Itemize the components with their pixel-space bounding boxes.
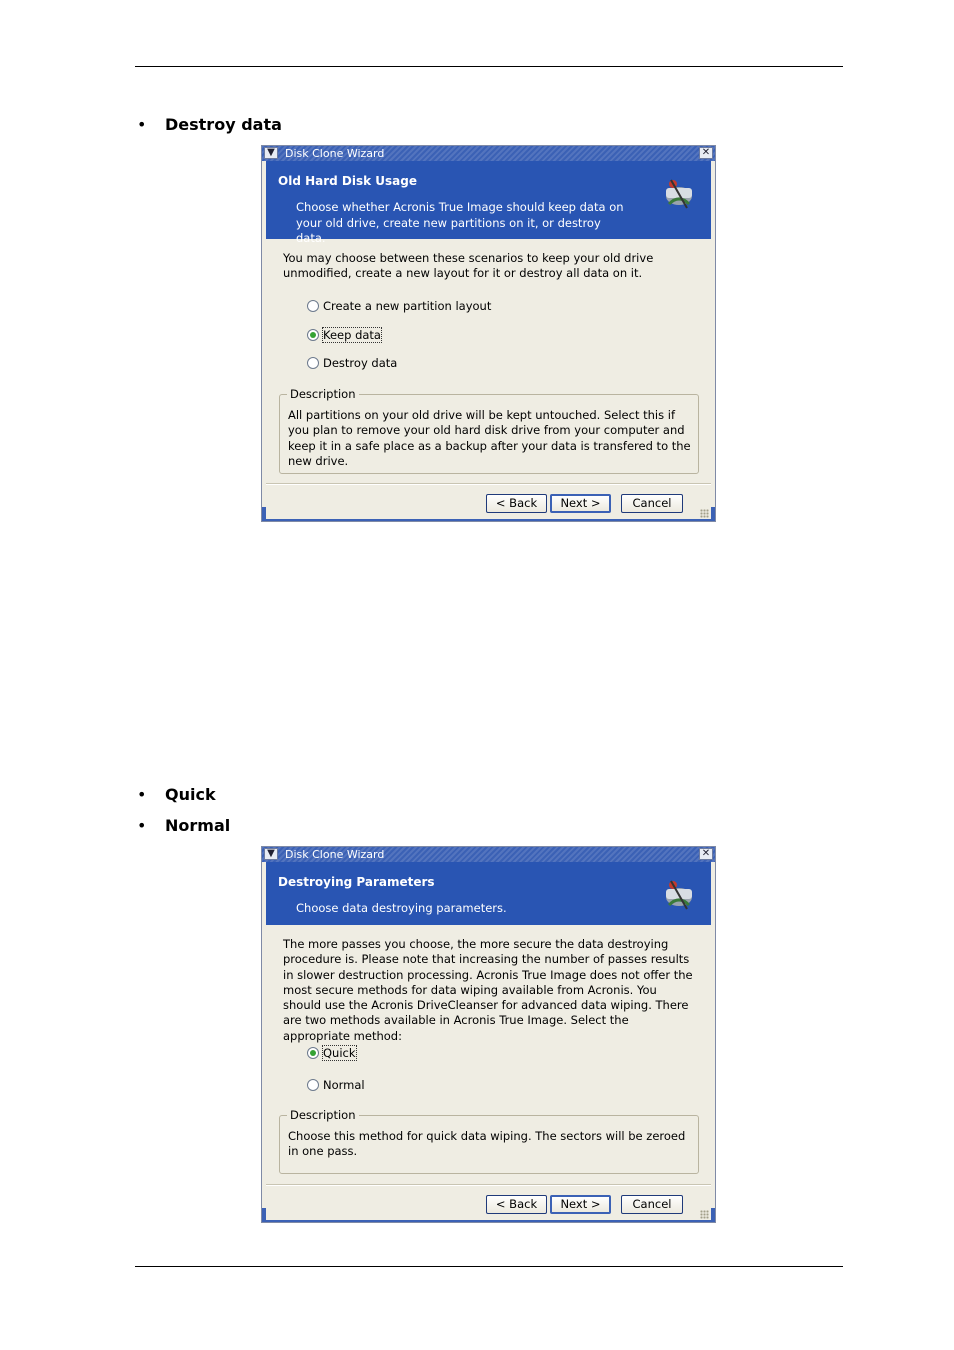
radio-icon[interactable] bbox=[307, 357, 319, 369]
next-button[interactable]: Next > bbox=[550, 494, 611, 513]
title-bar bbox=[262, 146, 715, 161]
window-frame-bottom bbox=[262, 1220, 715, 1222]
window-frame-bottom bbox=[262, 519, 715, 521]
wizard-header bbox=[262, 862, 715, 925]
wizard-step-subtitle: Choose data destroying parameters. bbox=[296, 901, 507, 915]
window-title: Disk Clone Wizard bbox=[285, 848, 385, 861]
description-legend: Description bbox=[287, 386, 359, 402]
header-rule bbox=[135, 66, 843, 67]
wizard-step-title: Old Hard Disk Usage bbox=[278, 174, 417, 188]
resize-grip-icon[interactable] bbox=[700, 509, 709, 518]
radio-label: Quick bbox=[323, 1046, 356, 1060]
bullet-dot: • bbox=[137, 816, 147, 835]
resize-grip-icon[interactable] bbox=[700, 1210, 709, 1219]
title-bar bbox=[262, 847, 715, 862]
bullet-dot: • bbox=[137, 115, 147, 134]
radio-quick[interactable] bbox=[307, 1045, 356, 1061]
radio-normal[interactable] bbox=[307, 1077, 365, 1093]
radio-icon[interactable] bbox=[307, 300, 319, 312]
button-separator bbox=[266, 483, 711, 485]
acronis-logo-icon bbox=[659, 875, 699, 915]
radio-icon[interactable] bbox=[307, 1079, 319, 1091]
cancel-button[interactable]: Cancel bbox=[621, 494, 683, 513]
description-text: Choose this method for quick data wiping. The sectors will be zeroed in one pass. bbox=[288, 1129, 686, 1159]
radio-destroy-data[interactable] bbox=[307, 355, 397, 371]
radio-label: Keep data bbox=[323, 328, 381, 342]
back-button[interactable]: < Back bbox=[486, 494, 547, 513]
cancel-button[interactable]: Cancel bbox=[621, 1195, 683, 1214]
radio-selected-icon[interactable] bbox=[307, 329, 319, 341]
bullet-text: Quick bbox=[165, 785, 216, 804]
footer-rule bbox=[135, 1266, 843, 1267]
bullet-text: Destroy data bbox=[165, 115, 282, 134]
back-button[interactable]: < Back bbox=[486, 1195, 547, 1214]
disk-clone-wizard-window bbox=[261, 145, 716, 522]
wizard-header bbox=[262, 161, 715, 245]
close-button[interactable]: ✕ bbox=[699, 147, 713, 159]
description-legend: Description bbox=[287, 1107, 359, 1123]
radio-label: Create a new partition layout bbox=[323, 299, 492, 313]
wizard-step-title: Destroying Parameters bbox=[278, 875, 435, 889]
button-separator bbox=[266, 1184, 711, 1186]
bullet-item bbox=[137, 115, 282, 134]
description-group bbox=[279, 1108, 699, 1174]
bullet-item bbox=[137, 785, 216, 804]
description-text: All partitions on your old drive will be kept untouched. Select this if you plan to remove your old hard disk drive from your computer and keep it in a safe place as a backup after your data is transfered to the new drive. bbox=[288, 408, 691, 468]
disk-clone-wizard-window bbox=[261, 846, 716, 1223]
close-button[interactable]: ✕ bbox=[699, 848, 713, 860]
acronis-logo-icon bbox=[659, 174, 699, 214]
radio-keep-data[interactable] bbox=[307, 327, 381, 343]
radio-label: Normal bbox=[323, 1078, 365, 1092]
next-button[interactable]: Next > bbox=[550, 1195, 611, 1214]
window-menu-button[interactable]: ▼ bbox=[264, 147, 278, 159]
description-group bbox=[279, 387, 699, 474]
intro-text: You may choose between these scenarios to keep your old drive unmodified, create a new layout for it or destroy all data on it. bbox=[283, 251, 654, 281]
bullet-item bbox=[137, 816, 230, 835]
wizard-step-subtitle: Choose whether Acronis True Image should keep data on your old drive, create new partitions on it, or destroy data. bbox=[296, 200, 624, 245]
bullet-dot: • bbox=[137, 785, 147, 804]
bullet-text: Normal bbox=[165, 816, 231, 835]
intro-text: The more passes you choose, the more secure the data destroying procedure is. Please note that increasing the number of passes results in slower destruction processing. Acronis True Image does not offer the most secure methods for data wiping available from Acronis. You should use the Acronis DriveCleanser for advanced data wiping. There are two methods available in Acronis True Image. Select the appropriate method: bbox=[283, 937, 693, 1043]
radio-create-partition-layout[interactable] bbox=[307, 298, 491, 314]
radio-selected-icon[interactable] bbox=[307, 1047, 319, 1059]
radio-label: Destroy data bbox=[323, 356, 398, 370]
window-title: Disk Clone Wizard bbox=[285, 147, 385, 160]
window-menu-button[interactable]: ▼ bbox=[264, 848, 278, 860]
